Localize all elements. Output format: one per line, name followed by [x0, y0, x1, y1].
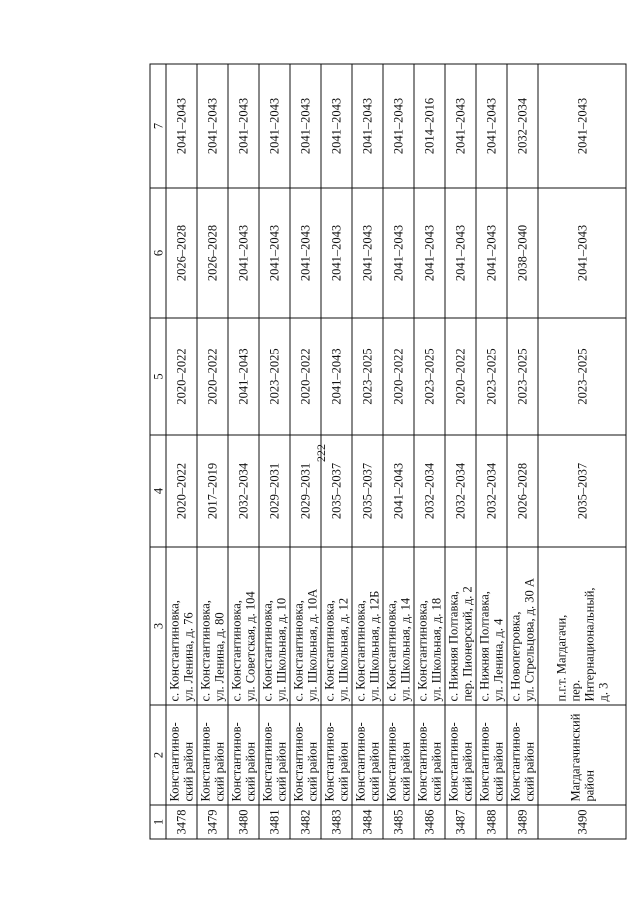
period-col6: 2041–2043 [476, 188, 507, 318]
period-col5: 2023–2025 [414, 318, 445, 435]
period-col7: 2041–2043 [352, 64, 383, 188]
address-cell-line: пер. Пионерский, д. 2 [460, 586, 475, 702]
row-number: 3490 [538, 805, 626, 839]
district-cell-line: ский район [367, 741, 382, 802]
period-col4: 2032–2034 [445, 435, 476, 547]
period-col6: 2041–2043 [445, 188, 476, 318]
period-col4: 2017–2019 [197, 435, 228, 547]
period-col4: 2035–2037 [352, 435, 383, 547]
header-cell: 2 [150, 705, 166, 805]
period-col7: 2014–2016 [414, 64, 445, 188]
header-cell: 6 [150, 188, 166, 318]
table-header-row [150, 64, 166, 839]
period-col5: 2020–2022 [445, 318, 476, 435]
table-row [259, 64, 290, 839]
schedule-table [150, 64, 627, 840]
district-cell-line: ский район [460, 741, 475, 802]
address-cell-line: ул. Школьная, д. 18 [429, 597, 444, 702]
address-cell [383, 547, 414, 705]
address-cell-line: ул. Школьная, д. 12 [336, 597, 351, 702]
address-cell-line: с. Константиновка, [198, 600, 213, 702]
row-number: 3487 [445, 805, 476, 839]
district-cell-line: район [582, 770, 596, 802]
address-cell-line: ул. Школьная, д. 12Б [367, 590, 382, 702]
table-row [290, 64, 321, 839]
district-cell-line: ский район [212, 741, 227, 802]
district-cell-line: Константинов- [167, 722, 182, 802]
table-row [321, 64, 352, 839]
period-col7: 2032–2034 [507, 64, 538, 188]
period-col7: 2041–2043 [445, 64, 476, 188]
period-col6: 2026–2028 [166, 188, 197, 318]
table-row [383, 64, 414, 839]
period-col5: 2020–2022 [197, 318, 228, 435]
district-cell-line: ский район [181, 741, 196, 802]
period-col4: 2032–2034 [414, 435, 445, 547]
address-cell-line: с. Константиновка, [322, 600, 337, 702]
row-number: 3489 [507, 805, 538, 839]
address-cell-line: ул. Советская, д. 104 [243, 591, 258, 702]
district-cell [414, 705, 445, 805]
address-cell-line: с. Нижняя Полтавка, [477, 591, 492, 702]
address-cell [321, 547, 352, 705]
district-cell-line: ский район [398, 741, 413, 802]
district-cell-line: ский район [336, 741, 351, 802]
period-col6: 2041–2043 [290, 188, 321, 318]
district-cell-line: Константинов- [384, 722, 399, 802]
period-col5: 2023–2025 [352, 318, 383, 435]
period-col4: 2029–2031 [259, 435, 290, 547]
period-col6: 2041–2043 [383, 188, 414, 318]
district-cell [383, 705, 414, 805]
table-row [228, 64, 259, 839]
address-cell-line: с. Новопетровка, [508, 611, 523, 702]
row-number: 3486 [414, 805, 445, 839]
address-cell [507, 547, 538, 705]
table-row [352, 64, 383, 839]
period-col7: 2041–2043 [383, 64, 414, 188]
district-cell [445, 705, 476, 805]
period-col5: 2023–2025 [507, 318, 538, 435]
address-cell-line: ул. Ленина, д. 4 [491, 618, 506, 702]
address-cell [414, 547, 445, 705]
period-col4: 2035–2037 [321, 435, 352, 547]
district-cell-line: Константинов- [508, 722, 523, 802]
table-row [445, 64, 476, 839]
row-number: 3478 [166, 805, 197, 839]
district-cell-line: Константинов- [260, 722, 275, 802]
address-cell-line: с. Константиновка, [415, 600, 430, 702]
district-cell [259, 705, 290, 805]
header-cell: 4 [150, 435, 166, 547]
period-col7: 2041–2043 [538, 64, 626, 188]
address-cell-line: ул. Ленина, д. 80 [212, 612, 227, 702]
address-cell [290, 547, 321, 705]
district-cell-line: Константинов- [477, 722, 492, 802]
address-cell [538, 547, 626, 705]
period-col5: 2020–2022 [383, 318, 414, 435]
table-row [476, 64, 507, 839]
address-cell [476, 547, 507, 705]
table-row [538, 64, 626, 839]
district-cell-line: ский район [274, 741, 289, 802]
district-cell [228, 705, 259, 805]
period-col6: 2041–2043 [352, 188, 383, 318]
district-cell-line: ский район [429, 741, 444, 802]
address-cell [166, 547, 197, 705]
district-cell-line: Константинов- [322, 722, 337, 802]
period-col6: 2041–2043 [321, 188, 352, 318]
district-cell-line: Константинов- [415, 722, 430, 802]
period-col5: 2020–2022 [166, 318, 197, 435]
district-cell-line: Константинов- [291, 722, 306, 802]
period-col6: 2041–2043 [259, 188, 290, 318]
address-cell-line: ул. Ленина, д. 76 [181, 612, 196, 702]
period-col6: 2041–2043 [538, 188, 626, 318]
table-row [414, 64, 445, 839]
address-cell-line: с. Константиновка, [167, 600, 182, 702]
period-col7: 2041–2043 [197, 64, 228, 188]
address-cell-line: Интернациональный, [582, 587, 596, 702]
address-cell-line: с. Константиновка, [353, 600, 368, 702]
row-number: 3482 [290, 805, 321, 839]
district-cell [352, 705, 383, 805]
period-col4: 2032–2034 [476, 435, 507, 547]
district-cell-line: Константинов- [446, 722, 461, 802]
address-cell [352, 547, 383, 705]
address-cell [259, 547, 290, 705]
address-cell-line: с. Константиновка, [229, 600, 244, 702]
district-cell [166, 705, 197, 805]
period-col5: 2023–2025 [538, 318, 626, 435]
row-number: 3481 [259, 805, 290, 839]
district-cell-line: Магдагачинский [568, 713, 582, 802]
period-col4: 2032–2034 [228, 435, 259, 547]
district-cell-line: Константинов- [353, 722, 368, 802]
period-col4: 2020–2022 [166, 435, 197, 547]
page-number: 222 [314, 444, 328, 462]
district-cell-line: Константинов- [229, 722, 244, 802]
period-col4: 2041–2043 [383, 435, 414, 547]
row-number: 3484 [352, 805, 383, 839]
row-number: 3479 [197, 805, 228, 839]
header-cell: 1 [150, 805, 166, 839]
address-cell [197, 547, 228, 705]
period-col6: 2038–2040 [507, 188, 538, 318]
district-cell [476, 705, 507, 805]
address-cell-line: ул. Школьная, д. 14 [398, 597, 413, 702]
period-col6: 2041–2043 [414, 188, 445, 318]
district-cell-line: Константинов- [198, 722, 213, 802]
district-cell [538, 705, 626, 805]
district-cell-line: ский район [491, 741, 506, 802]
period-col7: 2041–2043 [228, 64, 259, 188]
period-col7: 2041–2043 [476, 64, 507, 188]
period-col5: 2023–2025 [259, 318, 290, 435]
district-cell [290, 705, 321, 805]
table-row [166, 64, 197, 839]
address-cell-line: д. 3 [596, 682, 610, 702]
header-cell: 7 [150, 64, 166, 188]
period-col5: 2020–2022 [290, 318, 321, 435]
address-cell [445, 547, 476, 705]
table-row [507, 64, 538, 839]
address-cell-line: пер. [568, 679, 582, 702]
district-cell [507, 705, 538, 805]
district-cell [197, 705, 228, 805]
address-cell [228, 547, 259, 705]
district-cell [321, 705, 352, 805]
period-col5: 2023–2025 [476, 318, 507, 435]
period-col4: 2035–2037 [538, 435, 626, 547]
period-col6: 2041–2043 [228, 188, 259, 318]
table-row [197, 64, 228, 839]
period-col7: 2041–2043 [259, 64, 290, 188]
district-cell-line: ский район [305, 741, 320, 802]
period-col4: 2026–2028 [507, 435, 538, 547]
district-cell-line: ский район [243, 741, 258, 802]
address-cell-line: п.г.т. Магдагачи, [554, 614, 568, 702]
address-cell-line: ул. Стрельцова, д. 30 А [522, 578, 537, 702]
period-col7: 2041–2043 [290, 64, 321, 188]
address-cell-line: с. Константиновка, [260, 600, 275, 702]
header-cell: 5 [150, 318, 166, 435]
row-number: 3485 [383, 805, 414, 839]
address-cell-line: ул. Школьная, д. 10А [305, 588, 320, 702]
district-cell-line: ский район [522, 741, 537, 802]
period-col7: 2041–2043 [321, 64, 352, 188]
row-number: 3480 [228, 805, 259, 839]
period-col4: 2029–2031 [290, 435, 321, 547]
period-col6: 2026–2028 [197, 188, 228, 318]
address-cell-line: с. Нижняя Полтавка, [446, 591, 461, 702]
period-col7: 2041–2043 [166, 64, 197, 188]
rotated-table-container [150, 65, 610, 840]
address-cell-line: с. Константиновка, [384, 600, 399, 702]
row-number: 3488 [476, 805, 507, 839]
header-cell: 3 [150, 547, 166, 705]
row-number: 3483 [321, 805, 352, 839]
period-col5: 2041–2043 [228, 318, 259, 435]
address-cell-line: ул. Школьная, д. 10 [274, 597, 289, 702]
period-col5: 2041–2043 [321, 318, 352, 435]
address-cell-line: с. Константиновка, [291, 600, 306, 702]
